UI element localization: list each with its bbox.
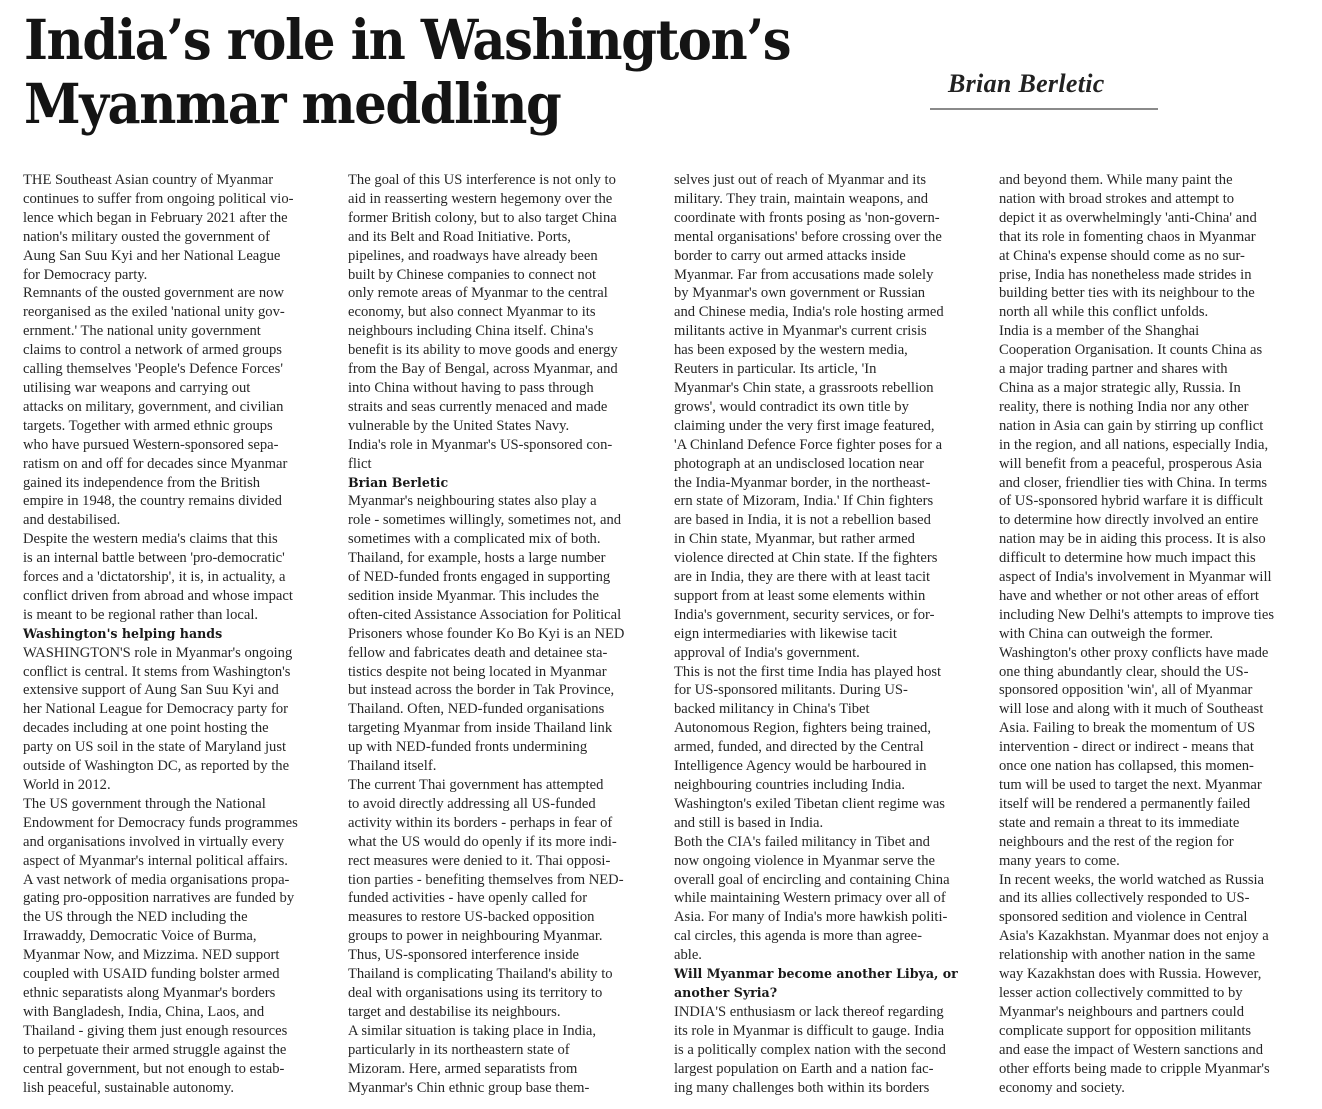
body-text-line: A vast network of media organisations propa- bbox=[23, 871, 290, 888]
body-text-line: benefit is its ability to move goods and energy bbox=[348, 342, 618, 359]
body-text-line: former British colony, but to also target China bbox=[348, 209, 617, 226]
body-text-line: military. They train, maintain weapons, and bbox=[674, 190, 929, 207]
body-text-line: eign intermediaries with likewise tacit bbox=[674, 625, 897, 642]
body-text-line: the India-Myanmar border, in the northeast- bbox=[674, 474, 931, 491]
body-text-line: particularly in its northeastern state of bbox=[348, 1041, 570, 1058]
body-text-line: claims to control a network of armed groups bbox=[23, 342, 282, 359]
body-text-line: grows', would contradict its own title by bbox=[674, 398, 909, 415]
body-text-line: in the region, and all nations, especially India, bbox=[999, 436, 1269, 453]
body-text-line: Prisoners whose founder Ko Bo Kyi is an NED bbox=[348, 625, 625, 642]
body-text-line: is an internal battle between 'pro-democratic' bbox=[23, 550, 285, 567]
body-text-line: in Chin state, Myanmar, but rather armed bbox=[674, 531, 915, 548]
body-text-line: relationship with another nation in the same bbox=[999, 947, 1256, 964]
body-text-line: funded activities - have openly called for bbox=[348, 890, 588, 907]
body-text-line: Thailand itself. bbox=[348, 758, 437, 775]
body-text-line: and its Belt and Road Initiative. Ports, bbox=[348, 228, 571, 245]
body-text-line: and closer, friendlier ties with China. In terms bbox=[999, 474, 1268, 491]
body-text-line: The goal of this US interference is not only to bbox=[348, 172, 616, 188]
body-text-line: 'A Chinland Defence Force fighter poses for a bbox=[674, 436, 943, 453]
body-text-line: Thus, US-sponsored interference inside bbox=[348, 947, 580, 964]
body-text-line: is a politically complex nation with the second bbox=[674, 1041, 946, 1058]
body-text-line: Asia. For many of India's more hawkish politi- bbox=[674, 909, 948, 926]
body-text-line: are in India, they are there with at least tacit bbox=[674, 569, 931, 586]
byline-divider bbox=[930, 108, 1158, 110]
body-text-line: Washington's exiled Tibetan client regime was bbox=[674, 795, 945, 812]
body-text-line: India's role in Myanmar's US-sponsored con- bbox=[348, 436, 613, 453]
article-column-4 bbox=[999, 171, 1311, 1097]
body-text-line: have and whether or not other areas of effort bbox=[999, 587, 1259, 604]
body-text-line: ing many challenges both within its borders bbox=[674, 1079, 930, 1096]
body-text-line: conflict driven from abroad and whose impact bbox=[23, 587, 293, 604]
body-text-line: able. bbox=[674, 947, 702, 964]
body-text-line: target and destabilise its neighbours. bbox=[348, 1003, 561, 1020]
body-text-line: with Bangladesh, India, China, Laos, and bbox=[23, 1003, 265, 1020]
body-text-line: will lose and along with it much of Southeast bbox=[999, 701, 1264, 718]
body-text-line: utilising war weapons and carrying out bbox=[23, 379, 251, 396]
body-text-line: Thailand, for example, hosts a large number bbox=[348, 550, 606, 567]
body-text-line: and beyond them. While many paint the bbox=[999, 172, 1233, 188]
body-text-line: tum will be used to target the next. Myanmar bbox=[999, 777, 1262, 793]
body-text-line: its role in Myanmar is difficult to gauge. India bbox=[674, 1022, 945, 1039]
section-subheading-line: another Syria? bbox=[674, 984, 778, 1000]
body-text-line: World in 2012. bbox=[23, 777, 111, 793]
body-text-line: forces and a 'dictatorship', it is, in actuality, a bbox=[23, 569, 286, 586]
body-text-line: tion parties - benefiting themselves from NED- bbox=[348, 871, 624, 888]
body-text-line: empire in 1948, the country remains divided bbox=[23, 493, 282, 510]
body-text-line: ratism on and off for decades since Myanmar bbox=[23, 455, 288, 472]
body-text-line: and Chinese media, India's role hosting armed bbox=[674, 304, 944, 321]
body-text-line: and still is based in India. bbox=[674, 814, 824, 831]
body-text-line: This is not the first time India has played host bbox=[674, 663, 942, 680]
body-text-line: neighbours including China itself. China's bbox=[348, 323, 594, 340]
body-text-line: ernment.' The national unity government bbox=[23, 323, 261, 340]
body-text-line: one thing abundantly clear, should the US- bbox=[999, 663, 1249, 680]
body-text-line: what the US would do openly if its more indi- bbox=[348, 833, 617, 850]
body-text-line: and organisations involved in virtually every bbox=[23, 833, 285, 850]
body-text-line: Myanmar's neighbouring states also play a bbox=[348, 493, 597, 510]
body-text-line: Myanmar's Chin ethnic group base them- bbox=[348, 1079, 590, 1096]
body-text-line: party on US soil in the state of Maryland just bbox=[23, 739, 287, 756]
body-text-line: and destabilised. bbox=[23, 512, 121, 529]
body-text-line: In recent weeks, the world watched as Russia bbox=[999, 871, 1265, 888]
body-text-line: the US through the NED including the bbox=[23, 909, 248, 926]
body-text-line: aspect of India's involvement in Myanmar will bbox=[999, 569, 1272, 586]
body-text-line: ern state of Mizoram, India.' If Chin fighters bbox=[674, 493, 934, 510]
body-text-line: Myanmar's Chin state, a grassroots rebellion bbox=[674, 379, 934, 396]
body-text-line: China as a major strategic ally, Russia. In bbox=[999, 379, 1241, 396]
body-text-line: activity within its borders - perhaps in fear of bbox=[348, 814, 613, 831]
body-text-line: tistics despite not being located in Myanmar bbox=[348, 663, 607, 680]
body-text-line: a major trading partner and shares with bbox=[999, 361, 1228, 378]
body-text-line: Asia. Failing to break the momentum of US bbox=[999, 720, 1256, 737]
body-text-line: but instead across the border in Tak Province, bbox=[348, 682, 615, 699]
body-text-line: WASHINGTON'S role in Myanmar's ongoing bbox=[23, 644, 293, 661]
body-text-line: to determine how directly involved an entire bbox=[999, 512, 1259, 529]
body-text-line: depict it as overwhelmingly 'anti-China' and bbox=[999, 209, 1257, 226]
body-text-line: while maintaining Western primacy over all of bbox=[674, 890, 946, 907]
body-text-line: for US-sponsored militants. During US- bbox=[674, 682, 908, 699]
body-text-line: building better ties with its neighbour to the bbox=[999, 285, 1255, 302]
body-text-line: Myanmar's neighbours and partners could bbox=[999, 1003, 1244, 1020]
body-text-line: A similar situation is taking place in India, bbox=[348, 1022, 597, 1039]
body-text-line: central government, but not enough to estab- bbox=[23, 1060, 285, 1077]
body-text-line: will benefit from a peaceful, prosperous Asia bbox=[999, 455, 1263, 472]
body-text-line: Mizoram. Here, armed separatists from bbox=[348, 1060, 578, 1077]
body-text-line: including New Delhi's attempts to improve ties bbox=[999, 606, 1275, 623]
body-text-line: claiming under the very first image featured, bbox=[674, 417, 935, 434]
body-text-line: to avoid directly addressing all US-funded bbox=[348, 795, 596, 812]
body-text-line: by Myanmar's own government or Russian bbox=[674, 285, 926, 302]
body-text-line: Myanmar Now, and Mizzima. NED support bbox=[23, 947, 280, 964]
body-text-line: Despite the western media's claims that this bbox=[23, 531, 278, 548]
article-column-3 bbox=[674, 171, 986, 1097]
body-text-line: approval of India's government. bbox=[674, 644, 860, 661]
headline-line: Myanmar meddling bbox=[24, 71, 561, 136]
body-text-line: photograph at an undisclosed location near bbox=[674, 455, 925, 472]
body-text-line: sponsored sedition and violence in Central bbox=[999, 909, 1248, 926]
body-text-line: pipelines, and roadways have already been bbox=[348, 247, 598, 264]
body-text-line: ethnic separatists along Myanmar's borders bbox=[23, 984, 276, 1001]
body-text-line: built by Chinese companies to connect not bbox=[348, 266, 597, 283]
body-text-line: many years to come. bbox=[999, 852, 1120, 869]
body-text-line: are based in India, it is not a rebellion based bbox=[674, 512, 931, 529]
body-text-line: outside of Washington DC, as reported by the bbox=[23, 758, 290, 775]
body-text-line: aid in reasserting western hegemony over the bbox=[348, 190, 613, 207]
headline bbox=[24, 8, 790, 136]
body-text-line: role - sometimes willingly, sometimes not, and bbox=[348, 512, 622, 529]
body-text-line: way Kazakhstan does with Russia. However, bbox=[999, 966, 1262, 983]
body-text-line: Myanmar. Far from accusations made solely bbox=[674, 266, 934, 283]
body-text-line: and its allies collectively responded to US- bbox=[999, 890, 1250, 907]
body-text-line: nation in Asia can gain by stirring up conflict bbox=[999, 417, 1264, 434]
headline-line: India’s role in Washington’s bbox=[24, 7, 791, 72]
article-column-2 bbox=[348, 171, 660, 1097]
body-text-line: lish peaceful, sustainable autonomy. bbox=[23, 1079, 235, 1096]
section-subheading-line: Brian Berletic bbox=[348, 474, 449, 490]
body-text-line: reorganised as the exiled 'national unity gov- bbox=[23, 304, 285, 321]
body-text-line: into China without having to pass through bbox=[348, 379, 594, 396]
body-text-line: India is a member of the Shanghai bbox=[999, 323, 1200, 340]
body-text-line: other efforts being made to cripple Myanmar's bbox=[999, 1060, 1270, 1077]
body-text-line: vulnerable by the United States Navy. bbox=[348, 417, 570, 434]
body-text-line: The US government through the National bbox=[23, 795, 266, 812]
section-subheading-line: Washington's helping hands bbox=[23, 625, 223, 641]
body-text-line: support from at least some elements within bbox=[674, 587, 926, 604]
body-text-line: Intelligence Agency would be harboured in bbox=[674, 758, 927, 775]
body-text-line: nation's military ousted the government of bbox=[23, 228, 271, 245]
body-text-line: deal with organisations using its territory to bbox=[348, 984, 603, 1001]
body-text-line: her National League for Democracy party for bbox=[23, 701, 288, 718]
body-text-line: gained its independence from the British bbox=[23, 474, 261, 491]
body-text-line: for Democracy party. bbox=[23, 266, 148, 283]
body-text-line: calling themselves 'People's Defence Forces' bbox=[23, 361, 283, 378]
body-text-line: aspect of Myanmar's internal political affairs. bbox=[23, 852, 288, 869]
body-text-line: INDIA'S enthusiasm or lack thereof regarding bbox=[674, 1003, 944, 1020]
body-text-line: cal circles, this agenda is more than agree- bbox=[674, 928, 922, 945]
body-text-line: Washington's other proxy conflicts have made bbox=[999, 644, 1269, 661]
body-text-line: sedition inside Myanmar. This includes the bbox=[348, 587, 600, 604]
body-text-line: India's government, security services, or for- bbox=[674, 606, 935, 623]
body-text-line: continues to suffer from ongoing political vio- bbox=[23, 190, 294, 207]
body-text-line: measures to restore US-backed opposition bbox=[348, 909, 595, 926]
body-text-line: north all while this conflict unfolds. bbox=[999, 304, 1209, 321]
body-text-line: violence directed at Chin state. If the fighters bbox=[674, 550, 938, 567]
body-text-line: reality, there is nothing India nor any other bbox=[999, 398, 1249, 415]
body-text-line: militants active in Myanmar's current crisis bbox=[674, 323, 927, 340]
body-text-line: Both the CIA's failed militancy in Tibet and bbox=[674, 833, 930, 850]
body-text-line: sometimes with a complicated mix of both. bbox=[348, 531, 601, 548]
body-text-line: that its role in fomenting chaos in Myanmar bbox=[999, 228, 1256, 245]
body-text-line: largest population on Earth and a nation fac- bbox=[674, 1060, 934, 1077]
body-text-line: extensive support of Aung San Suu Kyi and bbox=[23, 682, 279, 699]
body-text-line: often-cited Assistance Association for Political bbox=[348, 606, 622, 623]
body-text-line: economy, but also connect Myanmar to its bbox=[348, 304, 596, 321]
body-text-line: neighbours and the rest of the region for bbox=[999, 833, 1234, 850]
body-text-line: Irrawaddy, Democratic Voice of Burma, bbox=[23, 928, 257, 945]
body-text-line: THE Southeast Asian country of Myanmar bbox=[23, 172, 274, 188]
body-text-line: The current Thai government has attempted bbox=[348, 777, 604, 793]
body-text-line: gating pro-opposition narratives are funded by bbox=[23, 890, 295, 907]
body-text-line: itself will be rendered a permanently failed bbox=[999, 795, 1251, 812]
body-text-line: Thailand. Often, NED-funded organisations bbox=[348, 701, 605, 718]
body-text-line: has been exposed by the western media, bbox=[674, 342, 908, 359]
body-text-line: Thailand - giving them just enough resources bbox=[23, 1022, 288, 1039]
body-text-line: decades including at one point hosting the bbox=[23, 720, 269, 737]
body-text-line: Remnants of the ousted government are now bbox=[23, 285, 284, 302]
body-text-line: at China's expense should come as no sur- bbox=[999, 247, 1245, 264]
body-text-line: backed militancy in China's Tibet bbox=[674, 701, 870, 718]
body-text-line: selves just out of reach of Myanmar and its bbox=[674, 172, 927, 188]
body-text-line: sponsored opposition 'win', all of Myanmar bbox=[999, 682, 1253, 699]
body-text-line: from the Bay of Bengal, across Myanmar, and bbox=[348, 361, 618, 378]
body-text-line: attacks on military, government, and civilian bbox=[23, 398, 284, 415]
body-text-line: Autonomous Region, fighters being trained, bbox=[674, 720, 931, 737]
body-text-line: lence which began in February 2021 after the bbox=[23, 209, 288, 226]
body-text-line: armed, funded, and directed by the Central bbox=[674, 739, 924, 756]
body-text-line: Endowment for Democracy funds programmes bbox=[23, 814, 298, 831]
body-text-line: Asia's Kazakhstan. Myanmar does not enjoy a bbox=[999, 928, 1269, 945]
article-column-1 bbox=[23, 171, 335, 1097]
body-text-line: complicate support for opposition militants bbox=[999, 1022, 1252, 1039]
body-text-line: flict bbox=[348, 455, 372, 472]
body-text-line: with China can outweigh the former. bbox=[999, 625, 1213, 642]
body-text-line: conflict is central. It stems from Washington's bbox=[23, 663, 291, 680]
body-text-line: rect measures were denied to it. Thai opposi- bbox=[348, 852, 611, 869]
body-text-line: Cooperation Organisation. It counts China as bbox=[999, 342, 1263, 359]
body-text-line: who have pursued Western-sponsored sepa- bbox=[23, 436, 279, 453]
body-text-line: of US-sponsored hybrid warfare it is difficult bbox=[999, 493, 1263, 510]
body-text-line: difficult to determine how much impact this bbox=[999, 550, 1256, 567]
body-text-line: prise, India has nonetheless made strides in bbox=[999, 266, 1252, 283]
body-text-line: fellow and fabricates death and detainee sta- bbox=[348, 644, 608, 661]
body-text-line: is meant to be regional rather than local. bbox=[23, 606, 259, 623]
body-text-line: of NED-funded fronts engaged in supporting bbox=[348, 569, 611, 586]
body-text-line: lesser action collectively committed to by bbox=[999, 984, 1243, 1001]
byline: Brian Berletic bbox=[948, 69, 1105, 98]
body-text-line: intervention - direct or indirect - means that bbox=[999, 739, 1254, 756]
body-text-line: economy and society. bbox=[999, 1079, 1125, 1096]
body-text-line: Reuters in particular. Its article, 'In bbox=[674, 361, 877, 378]
body-text-line: coupled with USAID funding bolster armed bbox=[23, 966, 280, 983]
body-text-line: once one nation has collapsed, this momen- bbox=[999, 758, 1254, 775]
body-text-line: border to carry out armed attacks inside bbox=[674, 247, 906, 264]
body-text-line: targeting Myanmar from inside Thailand link bbox=[348, 720, 613, 737]
body-text-line: now ongoing violence in Myanmar serve the bbox=[674, 852, 935, 869]
section-subheading-line: Will Myanmar become another Libya, or bbox=[674, 966, 958, 982]
body-text-line: groups to power in neighbouring Myanmar. bbox=[348, 928, 603, 945]
body-text-line: straits and seas currently menaced and made bbox=[348, 398, 608, 415]
body-text-line: targets. Together with armed ethnic groups bbox=[23, 417, 273, 434]
body-text-line: only remote areas of Myanmar to the central bbox=[348, 285, 608, 302]
body-text-line: state and remain a threat to its immediate bbox=[999, 814, 1240, 831]
body-text-line: coordinate with fronts posing as 'non-govern- bbox=[674, 209, 940, 226]
body-text-line: Thailand is complicating Thailand's ability to bbox=[348, 966, 613, 983]
body-text-line: neighbouring countries including India. bbox=[674, 777, 906, 793]
body-text-line: mental organisations' before crossing over the bbox=[674, 228, 942, 245]
body-text-line: up with NED-funded fronts undermining bbox=[348, 739, 588, 756]
body-text-line: nation may be in aiding this process. It is also bbox=[999, 531, 1266, 548]
body-text-line: nation with broad strokes and attempt to bbox=[999, 190, 1235, 207]
body-text-line: and ease the impact of Western sanctions and bbox=[999, 1041, 1263, 1058]
body-text-line: overall goal of encircling and containing China bbox=[674, 871, 950, 888]
body-text-line: Aung San Suu Kyi and her National League bbox=[23, 247, 281, 264]
body-text-line: to perpetuate their armed struggle against the bbox=[23, 1041, 287, 1058]
